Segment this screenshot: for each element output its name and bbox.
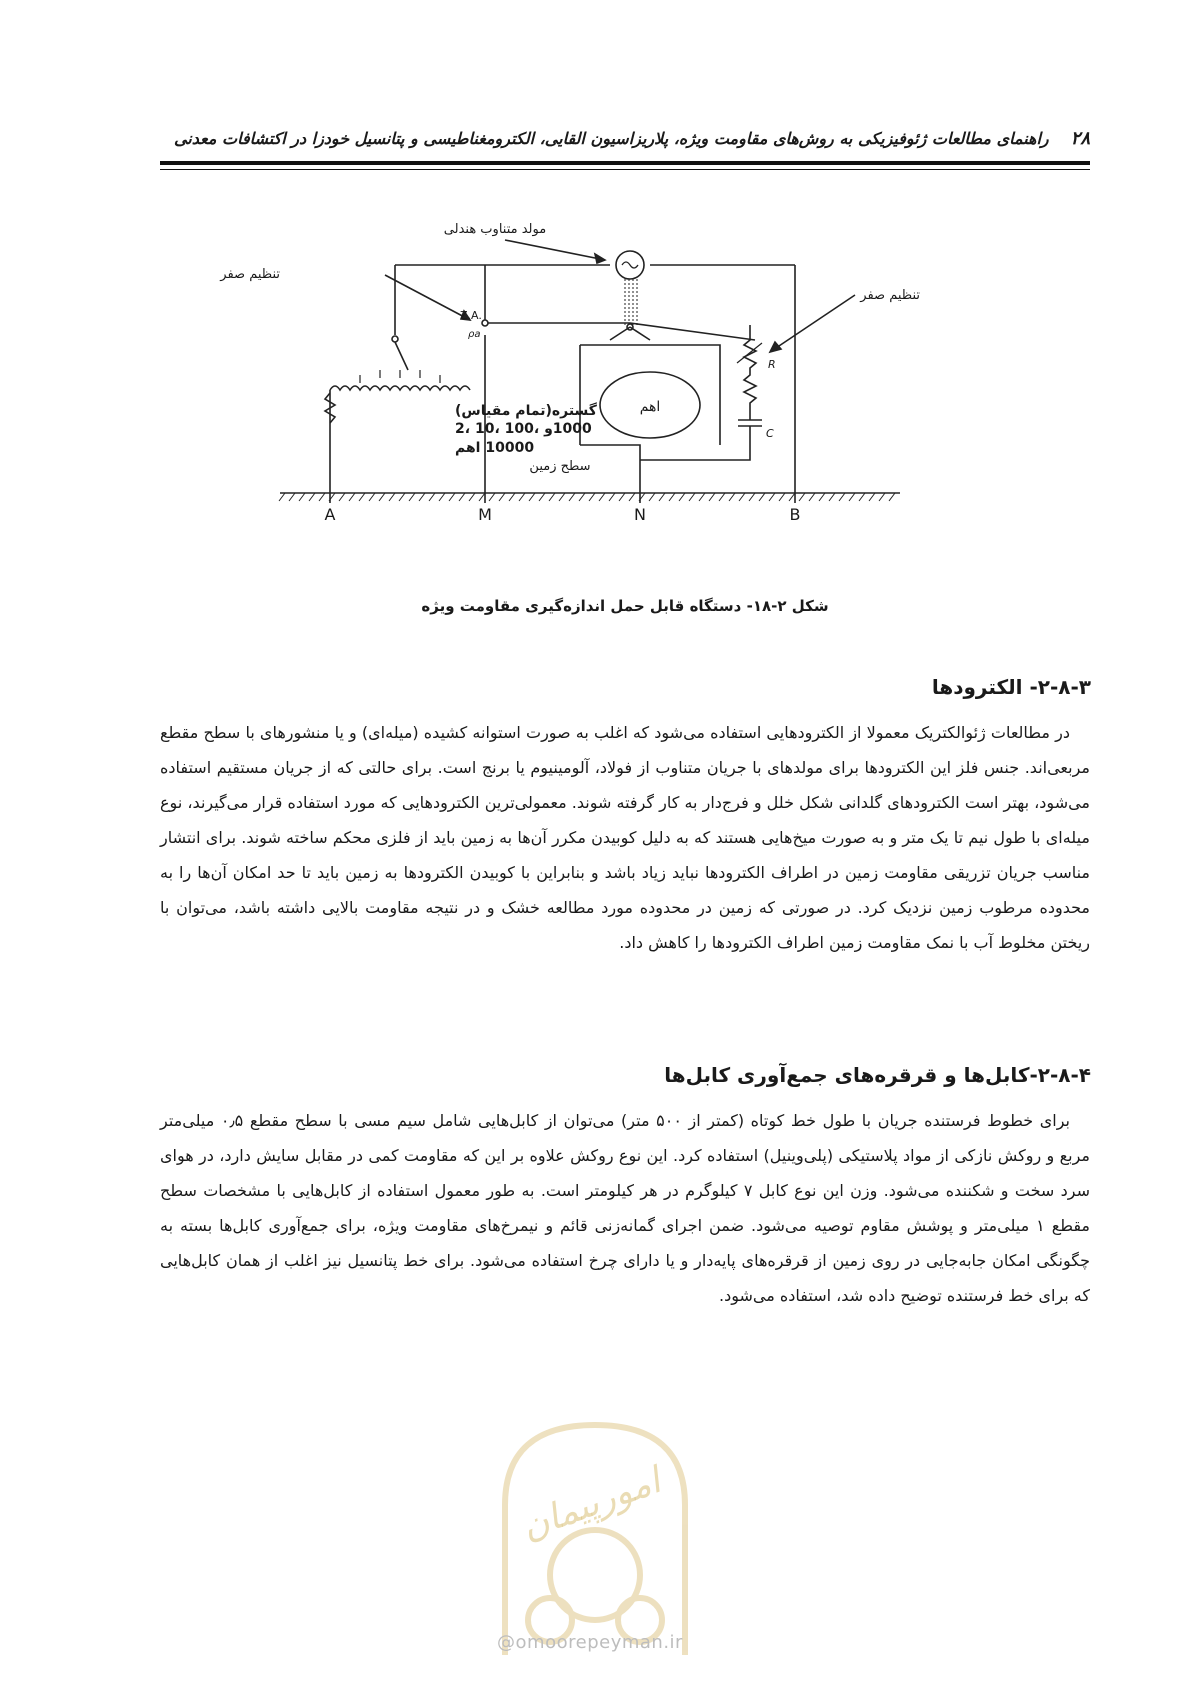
watermark-site: @omoorepeyman.ir <box>497 1632 683 1653</box>
label-ground: سطح زمین <box>529 459 591 474</box>
paragraph: برای خطوط فرستنده جریان با طول خط کوتاه (کمتر از ۵۰۰ متر) می‌توان از کابل‌هایی شامل سیم مسی با سطح مقطع ۰٫۵ میلی‌متر مربع و روکش نازکی از مواد پلاستیکی (پلی‌وینیل) استفاده کرد. این نوع روکش علاوه بر این که مقاومت کمی در مقابل سایش دارد، در هوای سرد سخت و شکننده می‌شود. وزن این نوع کابل ۷ کیلوگرم در هر کیلومتر است. به طور معمول استفاده از کابل‌هایی با مشخصات سطح مقطع ۱ میلی‌متر و پوشش مقاوم توصیه می‌شود. ضمن اجرای گمانه‌زنی قائم و نیمرخ‌های مقاومت ویژه، برای جمع‌آوری کابل‌ها بسته به چگونگی امکان جابه‌جایی در روی زمین از قرقره‌های پایه‌دار و یا دارای چرخ استفاده می‌شود. برای خط پتانسیل نیز اغلب از همان کابل‌هایی که برای خط فرستنده توضیح داده شد، استفاده می‌شود. <box>160 1111 1091 1305</box>
page-number: ۲۸ <box>1070 128 1090 149</box>
figure-caption: شکل ۲-۱۸- دستگاه قابل حمل اندازه‌گیری مقاومت ویژه <box>421 597 829 615</box>
header-rule-thin <box>160 169 1090 170</box>
label-generator: مولد متناوب هندلی <box>443 222 547 237</box>
label-rho: ρa <box>468 329 481 340</box>
label-c: C <box>766 427 774 440</box>
electrode-label-b: B <box>789 505 801 524</box>
section-body-cables <box>160 1103 1090 1313</box>
electrode-label-n: N <box>634 505 646 524</box>
arrows <box>385 240 855 352</box>
range-resistors <box>330 386 470 477</box>
section-heading-electrodes: ۲-۸-۳- الکترودها <box>931 675 1091 699</box>
capacitor <box>640 420 762 460</box>
watermark-logo-text: امورپیمان <box>516 1460 666 1549</box>
label-za: Z.A. <box>460 309 482 322</box>
electrode-label-m: M <box>478 505 492 524</box>
running-title: راهنمای مطالعات ژئوفیزیکی به روش‌های مقاومت ویژه، پلاریزاسیون القایی، الکترومغناطیسی و پتانسیل خودزا در اکتشافات معدنی <box>173 129 1049 148</box>
electrode-label-a: A <box>324 505 336 524</box>
label-range-ohm: 10000 اهم <box>455 440 535 456</box>
section-body-electrodes <box>160 715 1090 960</box>
label-zero-left: تنظیم صفر <box>220 267 280 282</box>
ground-hatch <box>279 493 895 501</box>
label-ohm: اهم <box>639 399 661 415</box>
label-zero-right: تنظیم صفر <box>860 288 920 303</box>
resistivity-device-diagram <box>220 215 920 555</box>
paragraph: در مطالعات ژئوالکتریک معمولا از الکترودهایی استفاده می‌شود که اغلب به صورت استوانه کشیده (میله‌ای) و یا منشورهای با سطح مقطع مربعی‌اند. جنس فلز این الکترودها برای مولدهای با جریان متناوب از فولاد، آلومینیوم یا برنج است. برای حالتی که از جریان مستقیم استفاده می‌شود، بهتر است الکترودهای گلدانی شکل خلل و فرج‌دار به کار گرفته شوند. معمولی‌ترین الکترودهایی که مورد استفاده قرار می‌گیرند، نوع میله‌ای با طول نیم تا یک متر و به صورت میخ‌هایی هستند که به دلیل کوبیدن مکرر آن‌ها به زمین باید از فلزی محکم ساخته شوند. برای انتشار مناسب جریان تزریقی مقاومت زمین در اطراف الکترودها نباید زیاد باشد و بنابراین با کوبیدن الکترودها به زمین باید تا حد امکان آن‌ها را به محدوده مرطوب زمین نزدیک کرد. در صورتی که زمین در محدوده مورد مطالعه خشک و در نتیجه مقاومت بالایی داشته باشد، می‌توان با ریختن مخلوط آب با نمک مقاومت زمین اطراف الکترودها را کاهش داد. <box>160 723 1090 952</box>
header-rule-thick <box>160 161 1090 165</box>
running-header <box>160 128 1090 149</box>
label-r: R <box>768 358 776 371</box>
label-range-values: 1000و ،100 ،10 ،2 <box>455 421 592 437</box>
section-heading-cables: ۲-۸-۴-کابل‌ها و قرقره‌های جمع‌آوری کابل‌ها <box>664 1063 1091 1087</box>
label-range: گستره(تمام مقیاس) <box>455 403 597 419</box>
